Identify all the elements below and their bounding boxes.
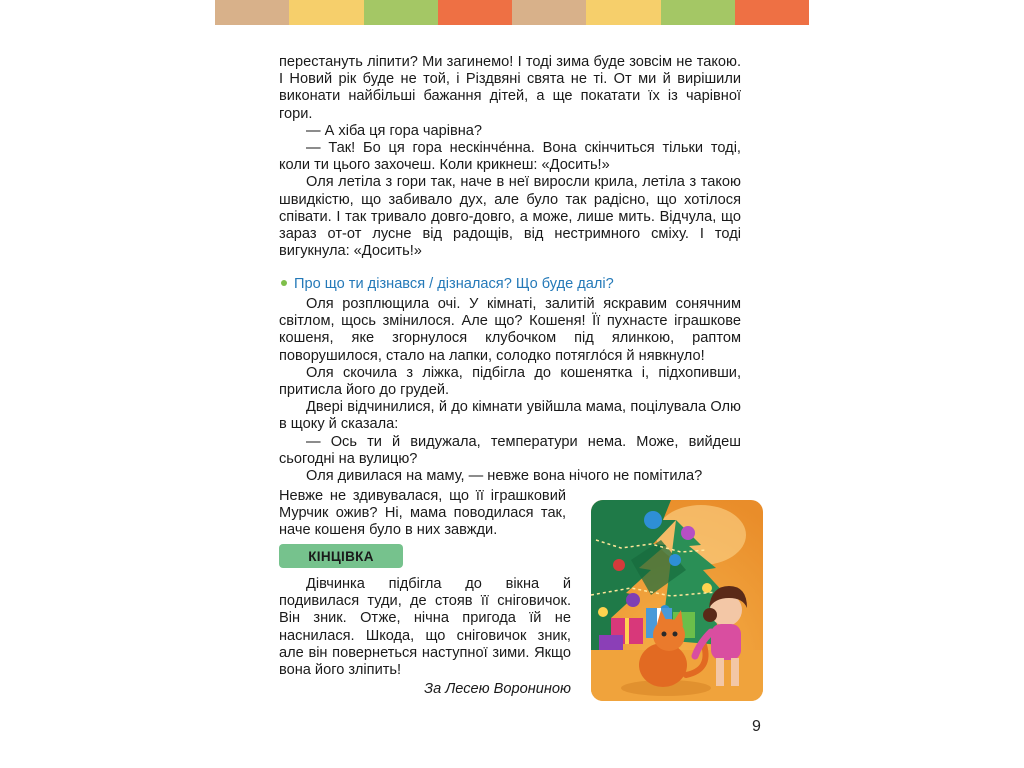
question-line: [279, 276, 749, 293]
stripe-segment: [289, 0, 363, 25]
ending-badge: КІНЦІВКА: [279, 544, 403, 568]
stripe-segment: [364, 0, 438, 25]
paragraph: — Ось ти й видужала, температури нема. Може, вийдеш сьогодні на вулицю?: [279, 433, 741, 467]
paragraph: — А хіба ця гора чарівна?: [306, 122, 483, 139]
story-section-1: [279, 54, 741, 260]
stripe-segment: [586, 0, 660, 25]
paragraph: Невже не здивувалася, що її іграшковий Мурчик ожив? Ні, мама поводилася так, наче кошеня було в них завжди.: [279, 488, 566, 539]
page-number: 9: [752, 718, 761, 735]
paragraph: — Так! Бо ця гора нескінче́нна. Вона скінчиться тільки тоді, коли ти цього захочеш. Коли крикнеш: «Досить!»: [279, 140, 741, 174]
paragraph: перестануть ліпити? Ми загинемо! І тоді зима буде зовсім не такою. І Новий рік буде не той, і Різдвяні свята не ті. От ми й вирішили виконати найбільші бажання дітей, а ще покатати їх із чарівної гори.: [279, 54, 741, 122]
stripe-segment: [438, 0, 512, 25]
paragraph: Оля дивилася на маму, — невже вона нічого не помітила?: [306, 468, 703, 485]
christmas-illustration: [591, 500, 763, 701]
stripe-segment: [661, 0, 735, 25]
story-section-3: [279, 488, 566, 540]
ending-section: [279, 576, 571, 679]
paragraph: Дівчинка підбігла до вікна й подивилася туди, де стояв її сніговичок. Він зник. Отже, нічна пригода їй не наснилася. Шкода, що сніговичок зник, але він повернеться наступної зими. Якщо вона його зліпить!: [279, 576, 571, 679]
bullet-icon: [281, 280, 287, 286]
christmas-tree-girl-cat-icon: [591, 500, 763, 701]
question-text: Про що ти дізнався / дізналася? Що буде далі?: [294, 276, 614, 292]
color-stripe: [215, 0, 809, 25]
stripe-segment: [215, 0, 289, 25]
stripe-segment: [735, 0, 809, 25]
paragraph: Двері відчинилися, й до кімнати увійшла мама, поцілувала Олю в щоку й сказала:: [279, 399, 741, 433]
paragraph: Оля летіла з гори так, наче в неї виросли крила, летіла з такою швидкістю, що забивало дух, але було так радісно, що хотілося співати. І так тривало довго-довго, а може, лише мить. Відчула, що зараз от-от лусне від радощів, від нестримного сміху. І тоді вигукнула: «Досить!»: [279, 174, 741, 260]
paragraph: Оля розплющила очі. У кімнаті, залитій яскравим сонячним світлом, щось змінилося. Але що? Кошеня! Її пухнасте іграшкове кошеня, яке згорнулося клубочком під ялинкою, раптом поворушилося, стало на лапки, солодко потягло́ся й нявкнуло!: [279, 296, 741, 364]
story-section-2: [279, 296, 741, 485]
author-credit: За Лесею Ворониною: [424, 681, 571, 697]
paragraph: Оля скочила з ліжка, підбігла до кошенятка і, підхопивши, притисла його до грудей.: [279, 364, 741, 399]
stripe-segment: [512, 0, 586, 25]
